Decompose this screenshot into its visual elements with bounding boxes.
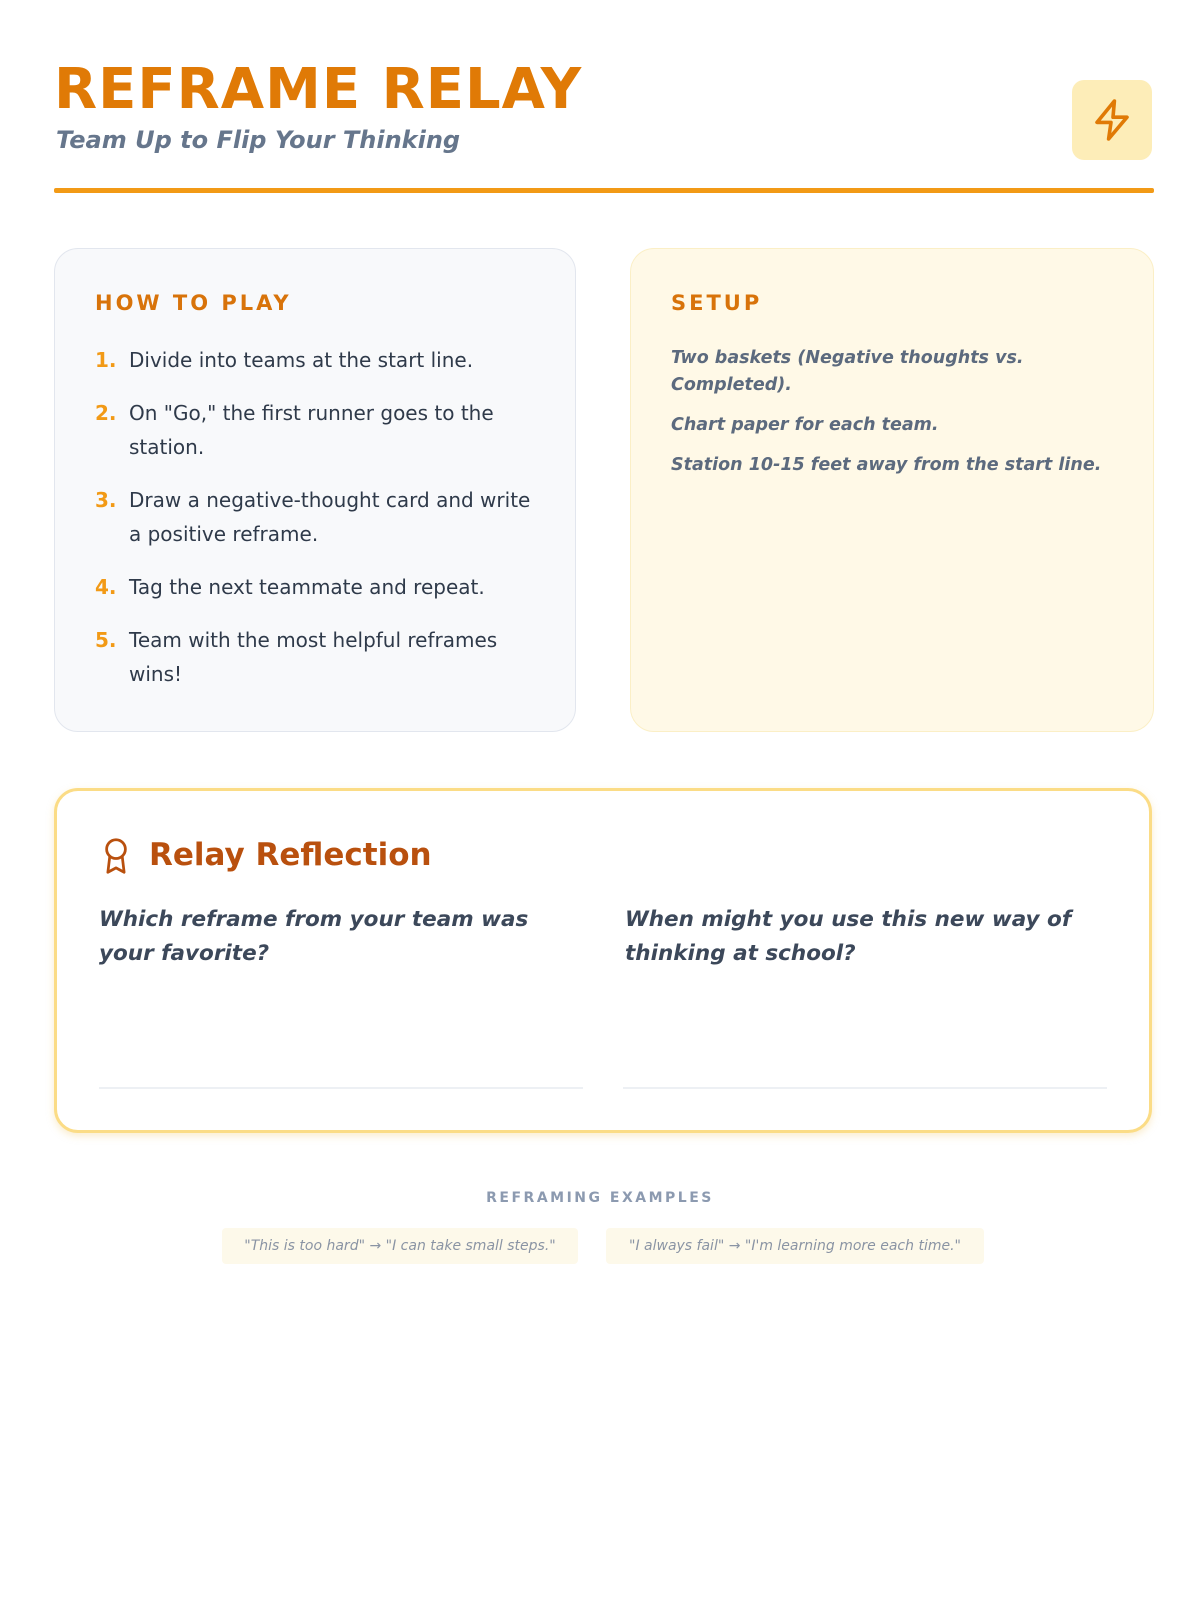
step-number: 4. — [95, 575, 117, 599]
page-subtitle: Team Up to Flip Your Thinking — [56, 126, 461, 154]
lightning-bolt-icon — [1088, 96, 1136, 144]
step-number: 1. — [95, 348, 117, 372]
steps-list — [95, 343, 535, 710]
reframe-example: "I always fail" → "I'm learning more each time." — [606, 1228, 984, 1264]
reflection-prompt-favorite: Which reframe from your team was your favorite? — [99, 907, 529, 966]
list-item — [95, 623, 535, 691]
step-number: 3. — [95, 488, 117, 512]
list-item — [95, 343, 535, 377]
setup-heading: SETUP — [671, 291, 763, 315]
list-item: Station 10-15 feet away from the start line. — [671, 455, 1102, 475]
award-ribbon-icon — [101, 837, 131, 875]
step-text: Divide into teams at the start line. — [129, 348, 474, 372]
answer-line[interactable] — [99, 1087, 583, 1089]
lightning-bolt-badge — [1072, 80, 1152, 160]
step-number: 2. — [95, 401, 117, 425]
page-title: REFRAME RELAY — [54, 57, 583, 122]
header-divider — [54, 188, 1154, 193]
list-item: Two baskets (Negative thoughts vs. Completed). — [671, 348, 1024, 395]
step-text: On "Go," the first runner goes to the station. — [129, 401, 494, 459]
list-item — [95, 396, 535, 464]
examples-label: REFRAMING EXAMPLES — [486, 1190, 714, 1206]
list-item — [95, 570, 535, 604]
step-text: Team with the most helpful reframes wins! — [129, 628, 498, 686]
setup-card — [630, 248, 1154, 732]
list-item — [95, 483, 535, 551]
step-text: Draw a negative-thought card and write a positive reframe. — [129, 488, 531, 546]
reflection-prompt-school: When might you use this new way of thinking at school? — [625, 907, 1072, 966]
reflection-title: Relay Reflection — [149, 837, 432, 873]
list-item: Chart paper for each team. — [671, 415, 939, 435]
setup-list — [671, 345, 1111, 492]
reframe-example: "This is too hard" → "I can take small steps." — [222, 1228, 578, 1264]
how-to-play-heading: HOW TO PLAY — [95, 291, 292, 315]
answer-line[interactable] — [623, 1087, 1107, 1089]
relay-reflection-box — [54, 788, 1152, 1133]
step-number: 5. — [95, 628, 117, 652]
how-to-play-card — [54, 248, 576, 732]
step-text: Tag the next teammate and repeat. — [129, 575, 485, 599]
